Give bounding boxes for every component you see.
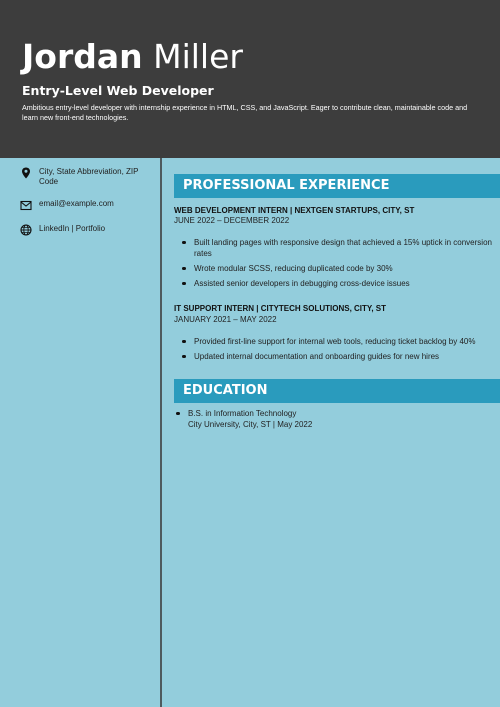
last-name: Miller xyxy=(153,37,243,76)
education-entry xyxy=(174,408,474,430)
job-dates: JUNE 2022 – DECEMBER 2022 xyxy=(174,216,290,225)
job-bullets xyxy=(174,237,492,293)
job-bullets xyxy=(174,336,492,366)
experience-section-header xyxy=(174,174,500,198)
education-heading: EDUCATION xyxy=(183,383,268,398)
contact-address xyxy=(20,167,149,187)
professional-summary: Ambitious entry-level developer with internship experience in HTML, CSS, and JavaScript. Eager to contribute clean, maintainable code and learn new front-end technologies. xyxy=(22,103,468,122)
resume-header xyxy=(0,0,500,158)
globe-icon xyxy=(20,224,32,236)
location-pin-icon xyxy=(20,167,32,179)
list-item: Assisted senior developers in debugging cross-device issues xyxy=(174,278,492,289)
job-title: IT SUPPORT INTERN | CITYTECH SOLUTIONS, CITY, ST xyxy=(174,304,387,313)
education-section-header xyxy=(174,379,500,403)
experience-heading: PROFESSIONAL EXPERIENCE xyxy=(183,178,390,193)
contact-links[interactable] xyxy=(20,224,149,236)
envelope-icon xyxy=(20,199,32,211)
candidate-name xyxy=(22,38,243,76)
list-item: Provided first-line support for internal web tools, reducing ticket backlog by 40% xyxy=(174,336,492,347)
degree: B.S. in Information Technology xyxy=(174,408,474,419)
list-item: Built landing pages with responsive design that achieved a 15% uptick in conversion rates xyxy=(174,237,492,259)
contact-email[interactable] xyxy=(20,199,149,211)
column-divider xyxy=(160,158,162,707)
job-target-title: Entry-Level Web Developer xyxy=(22,83,214,98)
list-item: Updated internal documentation and onboarding guides for new hires xyxy=(174,351,492,362)
profile-links[interactable]: LinkedIn | Portfolio xyxy=(39,224,106,233)
address-text: City, State Abbreviation, ZIP Code xyxy=(39,167,139,186)
school-info: City University, City, ST | May 2022 xyxy=(188,420,313,429)
list-item: Wrote modular SCSS, reducing duplicated code by 30% xyxy=(174,263,492,274)
job-dates: JANUARY 2021 – MAY 2022 xyxy=(174,315,277,324)
email-link[interactable]: email@example.com xyxy=(39,199,114,208)
job-title: WEB DEVELOPMENT INTERN | NEXTGEN STARTUPS, CITY, ST xyxy=(174,206,415,215)
first-name: Jordan xyxy=(22,37,143,76)
